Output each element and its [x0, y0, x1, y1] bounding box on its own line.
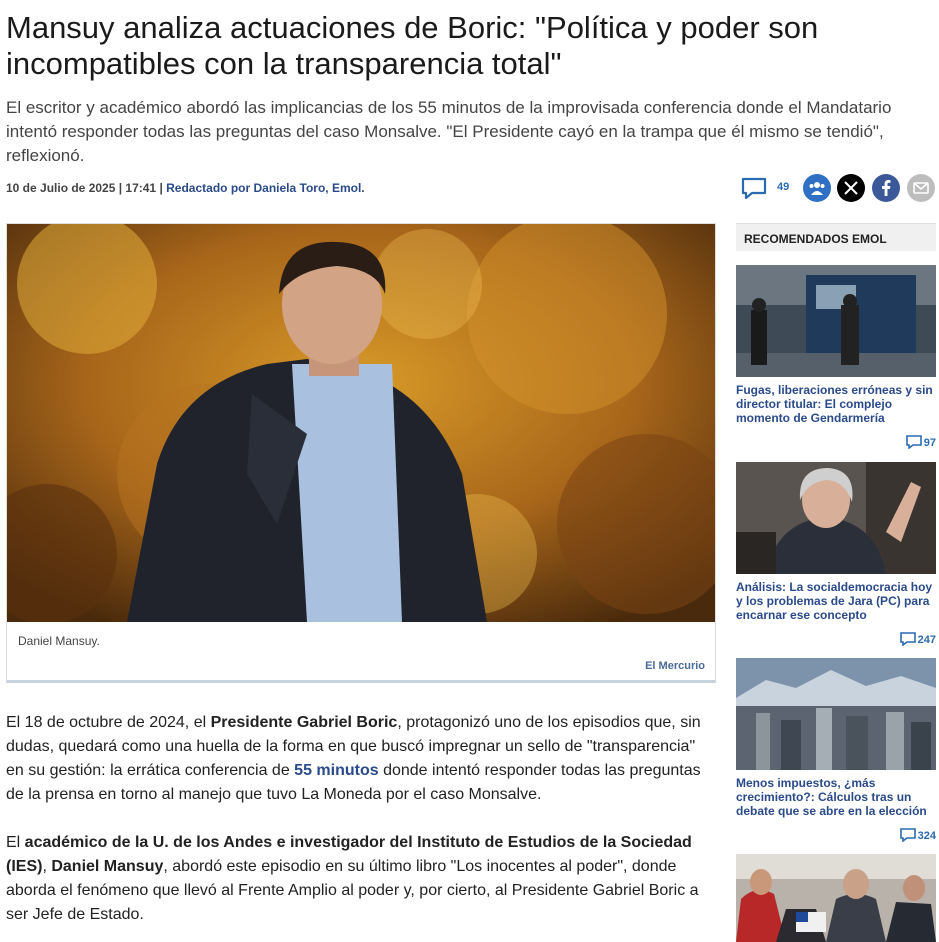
text-run: El 18 de octubre de 2024, el — [6, 714, 211, 731]
recommended-thumbnail[interactable] — [736, 462, 936, 574]
mail-icon[interactable] — [907, 174, 935, 202]
article-photo[interactable] — [7, 224, 715, 622]
recommended-item[interactable] — [736, 658, 936, 842]
recommended-thumbnail[interactable] — [736, 854, 936, 942]
facebook-icon[interactable] — [872, 174, 900, 202]
recommended-comment-count[interactable] — [906, 435, 936, 449]
recommended-item[interactable] — [736, 854, 936, 942]
recommended-sidebar — [736, 223, 936, 842]
article-paragraph — [6, 711, 710, 807]
text-run: donde intentó responder todas las preguntas de la prensa en torno al manejo que tuvo La Moneda por el caso Monsalve. — [6, 762, 701, 803]
bold-text: Daniel Mansuy — [51, 858, 164, 875]
comment-count[interactable]: 49 — [777, 181, 790, 193]
x-icon[interactable] — [837, 174, 865, 202]
recommended-item[interactable] — [736, 265, 936, 449]
community-icon[interactable] — [803, 174, 831, 202]
text-run: , — [42, 858, 52, 875]
comment-count-value: 247 — [917, 634, 936, 646]
text-run: El — [6, 834, 25, 851]
recommended-comment-count[interactable] — [900, 632, 936, 646]
recommended-item[interactable] — [736, 462, 936, 646]
recommended-title[interactable]: Análisis: La socialdemocracia hoy y los problemas de Jara (PC) para encarnar ese concepto — [736, 580, 933, 622]
comment-count-value: 97 — [923, 437, 936, 449]
recommended-comment-count[interactable] — [900, 828, 936, 842]
article-lead: El escritor y académico abordó las implicancias de los 55 minutos de la improvisada conferencia donde el Mandatario intentó responder todas las preguntas del caso Monsalve. "El Presidente cayó en la trampa que él mismo se tendió", reflexionó. — [6, 98, 892, 165]
text-run: , abordó este episodio en su último libro "Los inocentes al poder", donde aborda el fenómeno que llevó al Frente Amplio al poder y, por cierto, al Presidente Gabriel Boric a ser Jefe de Estado. — [6, 858, 699, 923]
comment-icon — [906, 435, 922, 449]
bold-text: académico de la U. de los Andes e investigador del Instituto de Estudios de la Sociedad (IES) — [6, 834, 692, 875]
photo-caption: Daniel Mansuy. — [18, 634, 100, 648]
photo-credit: El Mercurio — [645, 660, 705, 672]
article-photo-box — [6, 223, 716, 683]
recommended-thumbnail[interactable] — [736, 265, 936, 377]
article-paragraph — [6, 831, 710, 927]
article-meta — [6, 181, 365, 195]
comment-icon — [900, 828, 916, 842]
article-headline: Mansuy analiza actuaciones de Boric: "Política y poder son incompatibles con la transparencia total" — [6, 10, 819, 81]
comment-icon[interactable] — [741, 177, 767, 199]
recommended-title[interactable]: Fugas, liberaciones erróneas y sin director titular: El complejo momento de Gendarmería — [736, 383, 933, 425]
article-date: 10 de Julio de 2025 | 17:41 | — [6, 181, 163, 195]
sidebar-heading: RECOMENDADOS EMOL — [736, 223, 936, 251]
text-run: , protagonizó uno de los episodios que, sin dudas, quedará como una huella de la forma en que buscó impregnar un sello de "transparencia" en su gestión: la errática conferencia de — [6, 714, 701, 779]
comment-count-value: 324 — [917, 830, 936, 842]
share-bar — [741, 174, 937, 204]
article-body — [6, 711, 710, 942]
bold-text: Presidente Gabriel Boric — [210, 714, 398, 731]
comment-icon — [900, 632, 916, 646]
recommended-thumbnail[interactable] — [736, 658, 936, 770]
recommended-title[interactable]: Menos impuestos, ¿más crecimiento?: Cálculos tras un debate que se abre en la elección — [736, 776, 927, 818]
article-link-55-minutos[interactable]: 55 minutos — [294, 762, 379, 779]
article-author[interactable]: Redactado por Daniela Toro, Emol. — [166, 181, 365, 195]
